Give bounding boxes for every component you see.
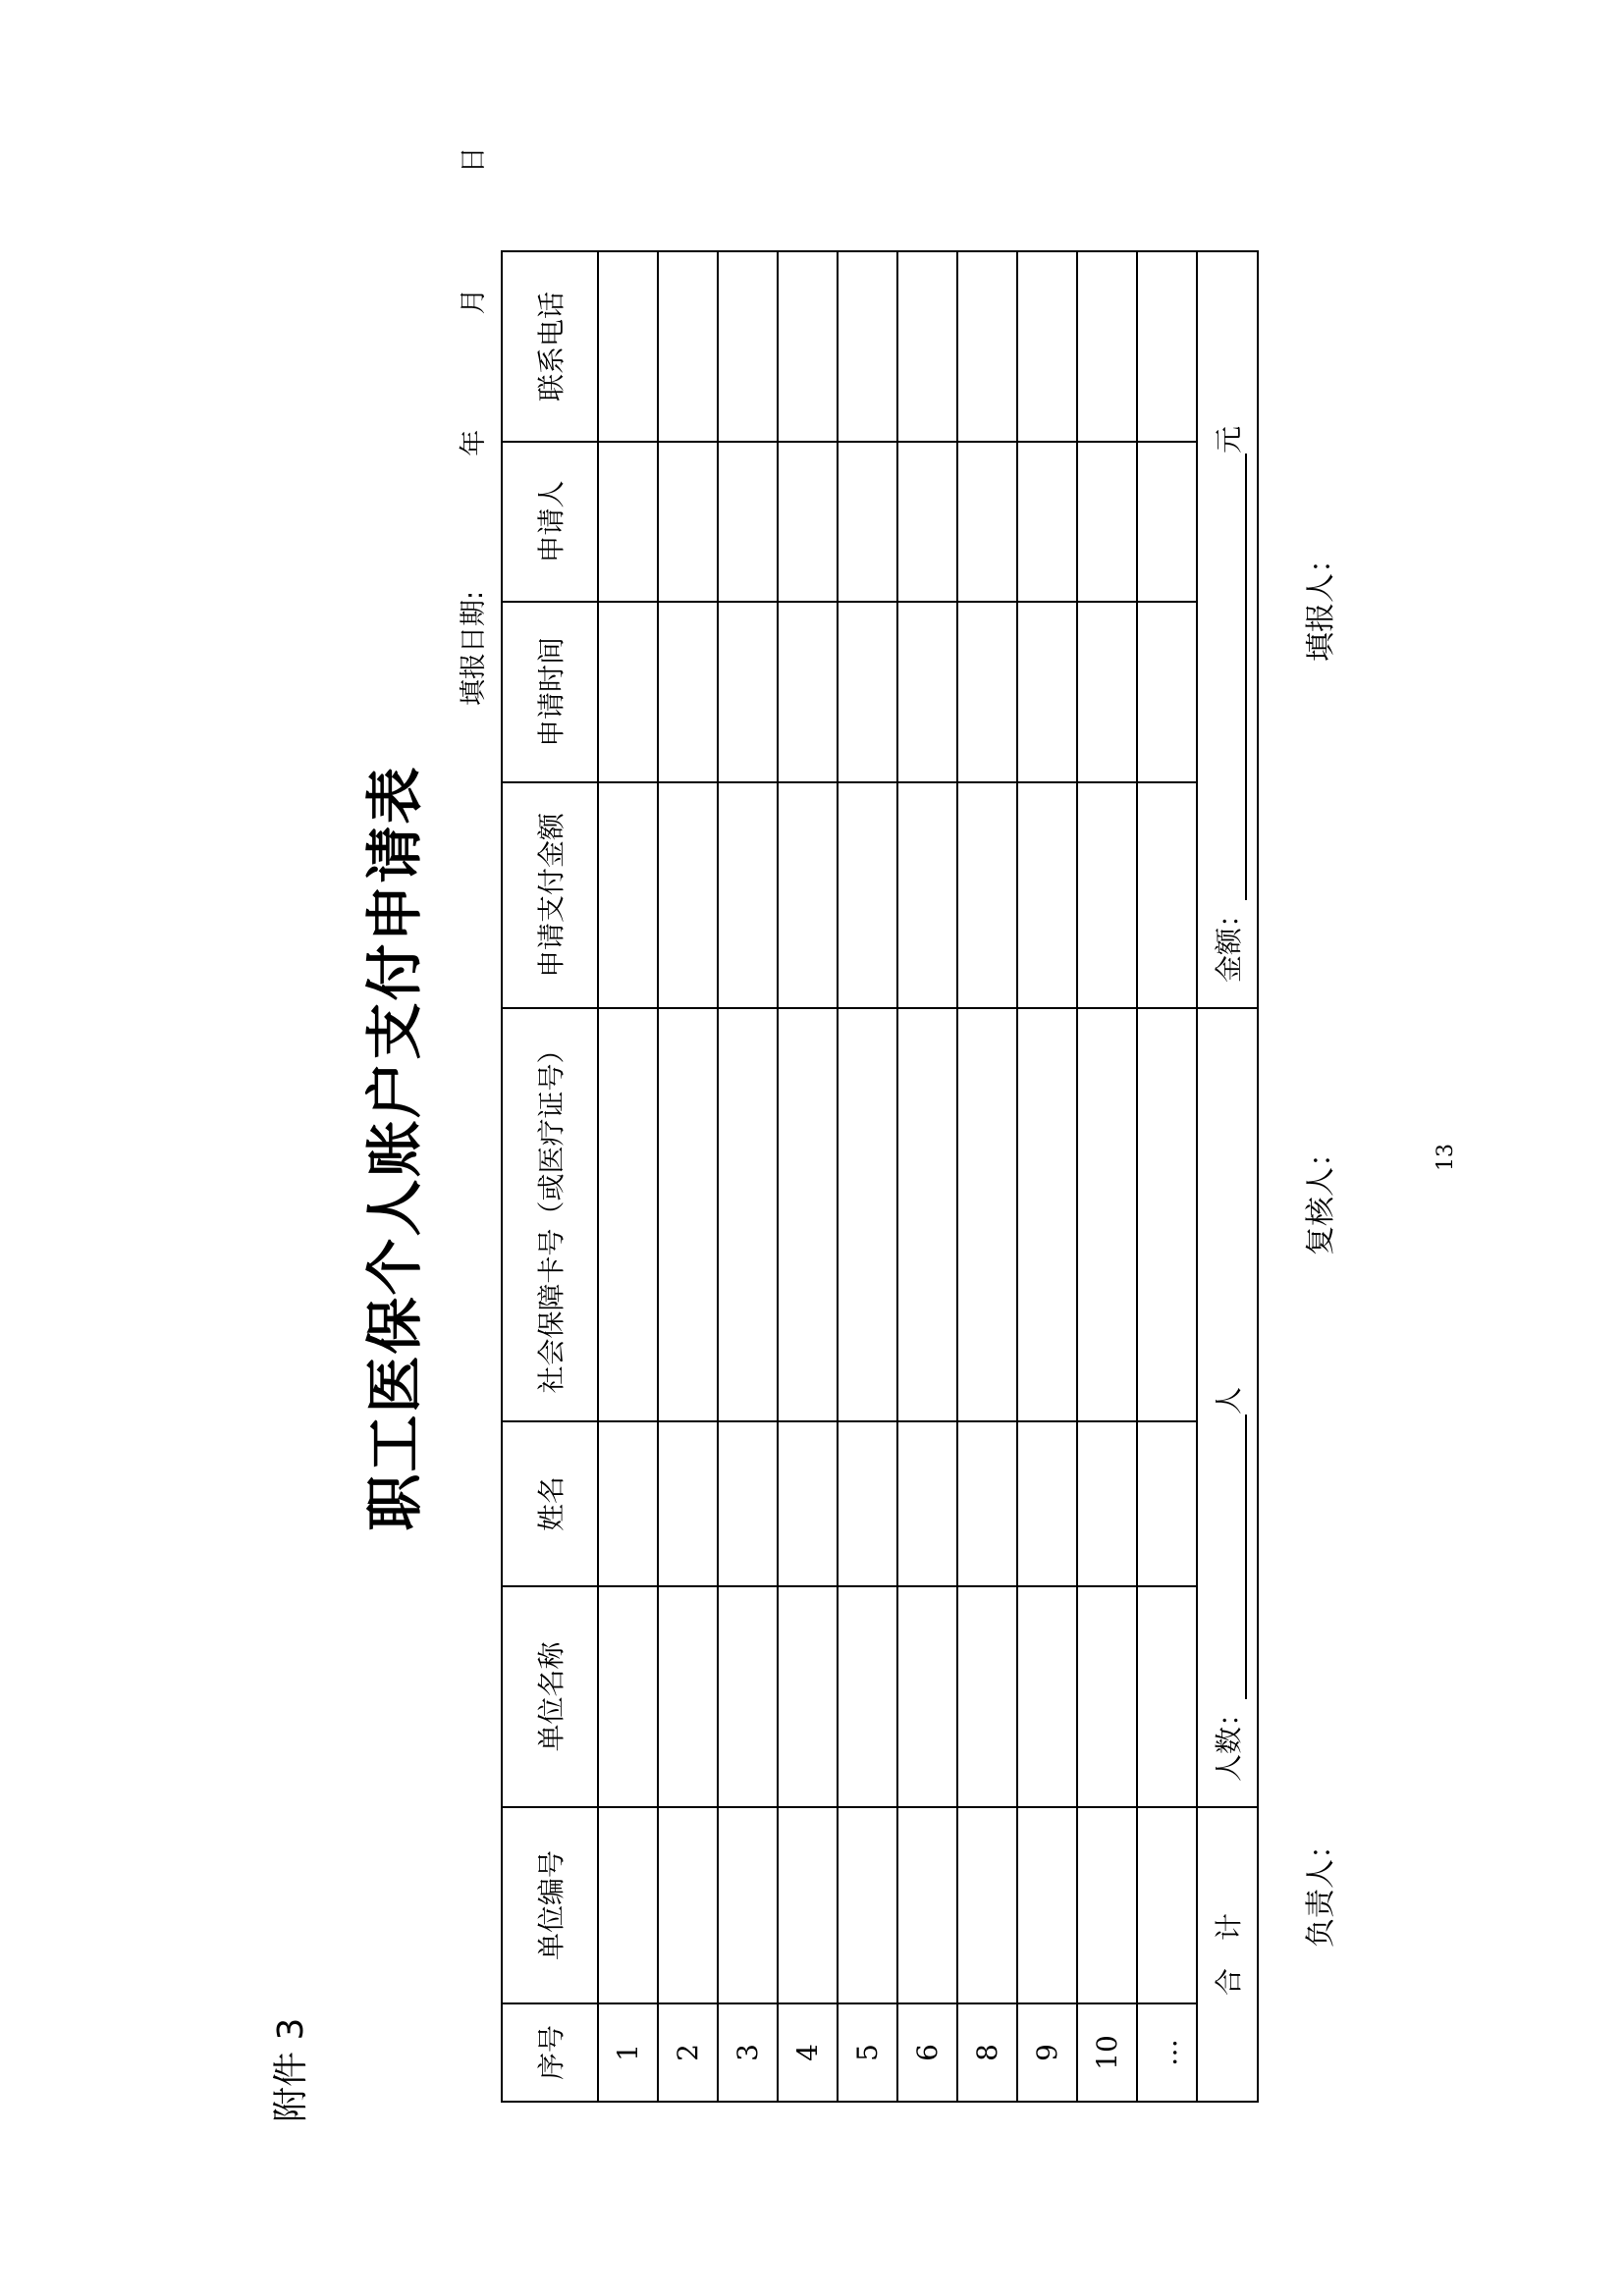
cell[interactable] bbox=[778, 1421, 838, 1586]
cell[interactable] bbox=[778, 442, 838, 602]
table-row bbox=[1077, 251, 1137, 2102]
cell[interactable] bbox=[1137, 1008, 1197, 1421]
report-date-year: 年 bbox=[459, 429, 489, 456]
cell[interactable] bbox=[718, 442, 778, 602]
cell[interactable] bbox=[1017, 442, 1077, 602]
people-count-blank[interactable] bbox=[1219, 1415, 1247, 1699]
cell[interactable] bbox=[1137, 442, 1197, 602]
header-apply-time: 申请时间 bbox=[502, 602, 598, 782]
cell[interactable] bbox=[957, 1586, 1017, 1807]
cell[interactable] bbox=[718, 1586, 778, 1807]
cell[interactable] bbox=[658, 782, 718, 1008]
people-count-unit: 人 bbox=[1213, 1386, 1245, 1415]
report-date-day: 日 bbox=[459, 146, 489, 174]
cell[interactable] bbox=[1077, 602, 1137, 782]
cell[interactable] bbox=[658, 251, 718, 442]
table-row bbox=[778, 251, 838, 2102]
cell[interactable] bbox=[658, 1008, 718, 1421]
table-row bbox=[1137, 251, 1197, 2102]
row-number: 8 bbox=[957, 2003, 1017, 2102]
report-date-label: 填报日期: bbox=[459, 590, 489, 706]
header-unit-code: 单位编号 bbox=[502, 1807, 598, 2003]
cell[interactable] bbox=[658, 1807, 718, 2003]
cell[interactable] bbox=[718, 602, 778, 782]
cell[interactable] bbox=[1077, 782, 1137, 1008]
reviewer-label: 复核人： bbox=[1304, 1138, 1338, 1255]
cell[interactable] bbox=[1017, 251, 1077, 442]
cell[interactable] bbox=[658, 442, 718, 602]
people-count-cell bbox=[1197, 1008, 1258, 1807]
cell[interactable] bbox=[1017, 1586, 1077, 1807]
responsible-person-label: 负责人： bbox=[1304, 1830, 1338, 1948]
cell[interactable] bbox=[598, 782, 658, 1008]
cell[interactable] bbox=[1137, 782, 1197, 1008]
cell[interactable] bbox=[1077, 1586, 1137, 1807]
cell[interactable] bbox=[1137, 251, 1197, 442]
total-row bbox=[1197, 251, 1258, 2102]
header-phone: 联系电话 bbox=[502, 251, 598, 442]
cell[interactable] bbox=[778, 1008, 838, 1421]
amount-blank[interactable] bbox=[1219, 454, 1247, 900]
cell[interactable] bbox=[897, 1586, 957, 1807]
row-number: 10 bbox=[1077, 2003, 1137, 2102]
cell[interactable] bbox=[897, 1008, 957, 1421]
cell[interactable] bbox=[897, 251, 957, 442]
cell[interactable] bbox=[1137, 602, 1197, 782]
cell[interactable] bbox=[897, 1421, 957, 1586]
cell[interactable] bbox=[778, 1807, 838, 2003]
cell[interactable] bbox=[957, 251, 1017, 442]
cell[interactable] bbox=[1017, 1807, 1077, 2003]
amount-cell bbox=[1197, 251, 1258, 1008]
cell[interactable] bbox=[1017, 602, 1077, 782]
cell[interactable] bbox=[838, 442, 897, 602]
cell[interactable] bbox=[897, 442, 957, 602]
cell[interactable] bbox=[838, 1008, 897, 1421]
cell[interactable] bbox=[778, 782, 838, 1008]
cell[interactable] bbox=[897, 602, 957, 782]
cell[interactable] bbox=[598, 442, 658, 602]
cell[interactable] bbox=[838, 782, 897, 1008]
cell[interactable] bbox=[598, 1008, 658, 1421]
header-applicant: 申请人 bbox=[502, 442, 598, 602]
table-row bbox=[1017, 251, 1077, 2102]
cell[interactable] bbox=[1077, 1008, 1137, 1421]
header-unit-name: 单位名称 bbox=[502, 1586, 598, 1807]
cell[interactable] bbox=[1137, 1807, 1197, 2003]
table-header-row bbox=[502, 251, 598, 2102]
cell[interactable] bbox=[957, 1008, 1017, 1421]
cell[interactable] bbox=[957, 602, 1017, 782]
row-number: 1 bbox=[598, 2003, 658, 2102]
amount-unit: 元 bbox=[1213, 425, 1245, 454]
cell[interactable] bbox=[1137, 1586, 1197, 1807]
cell[interactable] bbox=[1017, 1421, 1077, 1586]
report-date-month: 月 bbox=[459, 288, 489, 315]
cell[interactable] bbox=[778, 602, 838, 782]
row-number: 2 bbox=[658, 2003, 718, 2102]
cell[interactable] bbox=[838, 1421, 897, 1586]
row-number: 6 bbox=[897, 2003, 957, 2102]
header-seq: 序号 bbox=[502, 2003, 598, 2102]
table-row bbox=[838, 251, 897, 2102]
cell[interactable] bbox=[957, 442, 1017, 602]
cell[interactable] bbox=[718, 1421, 778, 1586]
cell[interactable] bbox=[1077, 1807, 1137, 2003]
cell[interactable] bbox=[897, 1807, 957, 2003]
total-label: 合 计 bbox=[1197, 1807, 1258, 2102]
application-table bbox=[501, 250, 1259, 2103]
header-payment-amount: 申请支付金额 bbox=[502, 782, 598, 1008]
cell[interactable] bbox=[778, 251, 838, 442]
cell[interactable] bbox=[598, 1586, 658, 1807]
cell[interactable] bbox=[658, 602, 718, 782]
cell[interactable] bbox=[598, 1807, 658, 2003]
row-number: … bbox=[1137, 2003, 1197, 2102]
cell[interactable] bbox=[1017, 782, 1077, 1008]
cell[interactable] bbox=[598, 602, 658, 782]
filler-label: 填报人： bbox=[1304, 544, 1338, 662]
table-row bbox=[598, 251, 658, 2102]
cell[interactable] bbox=[1077, 251, 1137, 442]
table-row bbox=[658, 251, 718, 2102]
row-number: 4 bbox=[778, 2003, 838, 2102]
cell[interactable] bbox=[598, 251, 658, 442]
document-title: 职工医保个人账户支付申请表 bbox=[361, 765, 428, 1531]
cell[interactable] bbox=[838, 602, 897, 782]
page-number: 13 bbox=[1434, 1144, 1458, 1171]
cell[interactable] bbox=[957, 1807, 1017, 2003]
cell[interactable] bbox=[778, 1586, 838, 1807]
row-number: 5 bbox=[838, 2003, 897, 2102]
people-count-label: 人数： bbox=[1213, 1698, 1245, 1782]
cell[interactable] bbox=[838, 251, 897, 442]
cell[interactable] bbox=[658, 1586, 718, 1807]
cell[interactable] bbox=[658, 1421, 718, 1586]
table-row bbox=[718, 251, 778, 2102]
table-row bbox=[957, 251, 1017, 2102]
header-social-security-card: 社会保障卡号（或医疗证号） bbox=[502, 1008, 598, 1421]
cell[interactable] bbox=[957, 1421, 1017, 1586]
cell[interactable] bbox=[897, 782, 957, 1008]
cell[interactable] bbox=[957, 782, 1017, 1008]
attachment-label: 附件 3 bbox=[271, 2017, 311, 2122]
header-name: 姓名 bbox=[502, 1421, 598, 1586]
cell[interactable] bbox=[838, 1807, 897, 2003]
row-number: 9 bbox=[1017, 2003, 1077, 2102]
report-date-line bbox=[452, 146, 490, 706]
row-number: 3 bbox=[718, 2003, 778, 2102]
cell[interactable] bbox=[838, 1586, 897, 1807]
cell[interactable] bbox=[1017, 1008, 1077, 1421]
cell[interactable] bbox=[718, 782, 778, 1008]
cell[interactable] bbox=[718, 1807, 778, 2003]
cell[interactable] bbox=[598, 1421, 658, 1586]
cell[interactable] bbox=[1137, 1421, 1197, 1586]
amount-label: 金额： bbox=[1213, 899, 1245, 983]
cell[interactable] bbox=[1077, 442, 1137, 602]
cell[interactable] bbox=[718, 251, 778, 442]
cell[interactable] bbox=[718, 1008, 778, 1421]
cell[interactable] bbox=[1077, 1421, 1137, 1586]
table-row bbox=[897, 251, 957, 2102]
